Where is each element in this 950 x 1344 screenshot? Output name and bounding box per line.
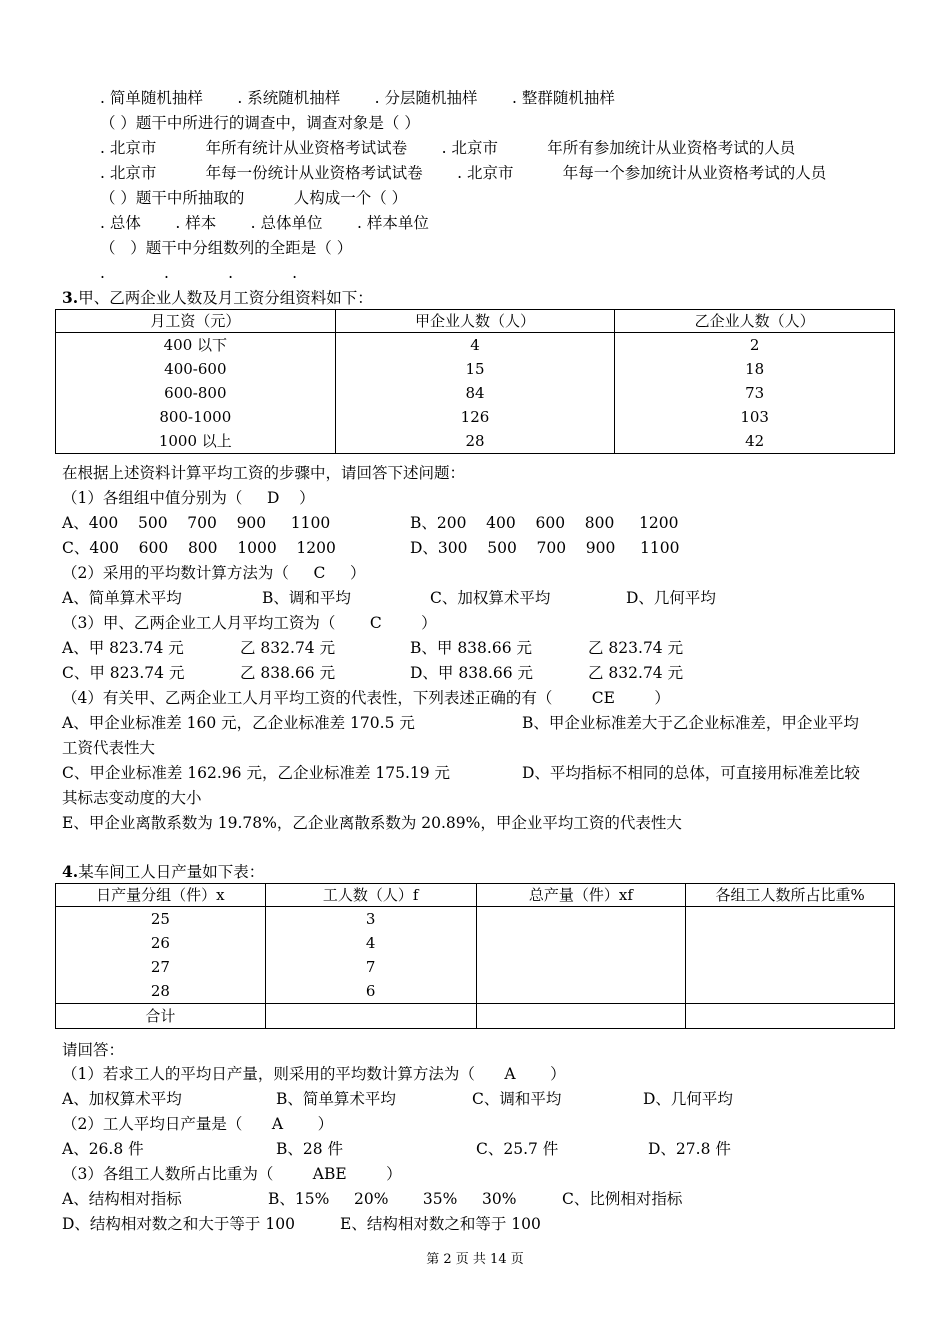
table-cell: 800-1000 bbox=[56, 405, 336, 429]
option: B、15% 20% 35% 30% bbox=[268, 1190, 517, 1208]
option-continuation: 工资代表性大 bbox=[62, 739, 156, 757]
option: D、27.8 件 bbox=[648, 1140, 731, 1158]
table-header-row bbox=[56, 884, 895, 907]
question-line: （ ）题干中所抽取的 人构成一个（ ） bbox=[100, 189, 408, 207]
option: E、结构相对数之和等于 100 bbox=[340, 1215, 541, 1233]
table-cell: 25 bbox=[56, 907, 266, 932]
table-cell: 15 bbox=[335, 357, 615, 381]
table-row bbox=[56, 429, 895, 454]
table-cell: 4 bbox=[335, 333, 615, 358]
option-line: . . . . bbox=[100, 264, 298, 282]
option-part: 乙 823.74 元 bbox=[588, 639, 684, 657]
table-cell: 400 以下 bbox=[56, 333, 336, 358]
table-cell: 18 bbox=[615, 357, 895, 381]
option: C、甲 823.74 元 bbox=[62, 664, 185, 682]
table-cell: 26 bbox=[56, 931, 266, 955]
table-cell: 73 bbox=[615, 381, 895, 405]
question-3-title bbox=[62, 288, 373, 308]
table-cell: 28 bbox=[56, 979, 266, 1004]
option: B、简单算术平均 bbox=[276, 1090, 396, 1108]
table-cell: 126 bbox=[335, 405, 615, 429]
option: D、几何平均 bbox=[643, 1090, 733, 1108]
sub-question: （2）采用的平均数计算方法为（ C ） bbox=[62, 564, 366, 582]
option: A、400 500 700 900 1100 bbox=[62, 514, 331, 532]
table-cell bbox=[686, 955, 895, 979]
table-cell: 7 bbox=[265, 955, 476, 979]
column-header: 乙企业人数（人） bbox=[615, 310, 895, 333]
option: A、简单算术平均 bbox=[62, 589, 182, 607]
column-header: 月工资（元） bbox=[56, 310, 336, 333]
table-cell: 28 bbox=[335, 429, 615, 454]
option: A、甲 823.74 元 bbox=[62, 639, 184, 657]
sub-question: （1）各组组中值分别为（ D ） bbox=[62, 489, 315, 507]
option-line: . 北京市 年所有统计从业资格考试试卷 . 北京市 年所有参加统计从业资格考试的人员 bbox=[100, 139, 796, 157]
column-header: 各组工人数所占比重% bbox=[686, 884, 895, 907]
option-line: . 简单随机抽样 . 系统随机抽样 . 分层随机抽样 . 整群随机抽样 bbox=[100, 89, 615, 107]
option-part: 乙 838.66 元 bbox=[240, 664, 336, 682]
table-row bbox=[56, 357, 895, 381]
table-cell bbox=[476, 1004, 686, 1029]
question-title-text: 某车间工人日产量如下表： bbox=[78, 863, 265, 881]
table-cell bbox=[686, 1004, 895, 1029]
option: B、28 件 bbox=[276, 1140, 344, 1158]
option: D、平均指标不相同的总体，可直接用标准差比较 bbox=[522, 764, 860, 782]
sub-question: （4）有关甲、乙两企业工人月平均工资的代表性，下列表述正确的有（ CE ） bbox=[62, 689, 670, 707]
table-cell bbox=[265, 1004, 476, 1029]
table-cell: 600-800 bbox=[56, 381, 336, 405]
option: E、甲企业离散系数为 19.78%，乙企业离散系数为 20.89%，甲企业平均工资的代表性大 bbox=[62, 814, 682, 832]
option: B、甲 838.66 元 bbox=[410, 639, 532, 657]
table-cell bbox=[476, 955, 686, 979]
table-cell: 103 bbox=[615, 405, 895, 429]
table-cell: 6 bbox=[265, 979, 476, 1004]
instruction-line: 在根据上述资料计算平均工资的步骤中，请回答下述问题： bbox=[62, 464, 466, 482]
question-line: （ ）题干中分组数列的全距是（ ） bbox=[100, 239, 353, 257]
table-row bbox=[56, 979, 895, 1004]
sub-question: （2）工人平均日产量是（ A ） bbox=[62, 1115, 334, 1133]
output-table bbox=[55, 883, 895, 1029]
option-continuation: 其标志变动度的大小 bbox=[62, 789, 202, 807]
option: D、结构相对数之和大于等于 100 bbox=[62, 1215, 295, 1233]
table-cell bbox=[686, 979, 895, 1004]
question-number: 4. bbox=[62, 862, 79, 881]
table-row bbox=[56, 333, 895, 358]
total-label: 合计 bbox=[56, 1004, 266, 1029]
column-header: 总产量（件）xf bbox=[476, 884, 686, 907]
table-cell: 3 bbox=[265, 907, 476, 932]
instruction-line: 请回答： bbox=[62, 1041, 125, 1059]
question-line: （ ）题干中所进行的调查中，调查对象是（ ） bbox=[100, 114, 420, 132]
sub-question: （1）若求工人的平均日产量，则采用的平均数计算方法为（ A ） bbox=[62, 1065, 566, 1083]
table-row bbox=[56, 907, 895, 932]
table-cell: 1000 以上 bbox=[56, 429, 336, 454]
option: D、甲 838.66 元 bbox=[410, 664, 534, 682]
option: A、加权算术平均 bbox=[62, 1090, 182, 1108]
column-header: 甲企业人数（人） bbox=[335, 310, 615, 333]
option: A、甲企业标准差 160 元，乙企业标准差 170.5 元 bbox=[62, 714, 415, 732]
option: D、几何平均 bbox=[626, 589, 716, 607]
table-row bbox=[56, 381, 895, 405]
table-total-row bbox=[56, 1004, 895, 1029]
table-cell: 4 bbox=[265, 931, 476, 955]
salary-table bbox=[55, 309, 895, 454]
table-cell: 84 bbox=[335, 381, 615, 405]
option-part: 乙 832.74 元 bbox=[240, 639, 336, 657]
option: C、加权算术平均 bbox=[430, 589, 551, 607]
table-cell bbox=[476, 907, 686, 932]
page-footer: 第 2 页 共 14 页 bbox=[426, 1252, 524, 1267]
table-row bbox=[56, 405, 895, 429]
option: C、400 600 800 1000 1200 bbox=[62, 539, 336, 557]
option: A、26.8 件 bbox=[62, 1140, 144, 1158]
option: A、结构相对指标 bbox=[62, 1190, 182, 1208]
option: C、25.7 件 bbox=[476, 1140, 559, 1158]
table-row bbox=[56, 955, 895, 979]
table-cell: 27 bbox=[56, 955, 266, 979]
question-title-text: 甲、乙两企业人数及月工资分组资料如下： bbox=[78, 289, 373, 307]
column-header: 日产量分组（件）x bbox=[56, 884, 266, 907]
column-header: 工人数（人）f bbox=[265, 884, 476, 907]
table-cell bbox=[686, 931, 895, 955]
table-cell bbox=[476, 931, 686, 955]
table-cell bbox=[476, 979, 686, 1004]
table-cell: 42 bbox=[615, 429, 895, 454]
question-4-title bbox=[62, 862, 264, 882]
option: C、甲企业标准差 162.96 元，乙企业标准差 175.19 元 bbox=[62, 764, 451, 782]
table-row bbox=[56, 931, 895, 955]
table-cell: 2 bbox=[615, 333, 895, 358]
option-line: . 总体 . 样本 . 总体单位 . 样本单位 bbox=[100, 214, 429, 232]
table-header-row bbox=[56, 310, 895, 333]
sub-question: （3）各组工人数所占比重为（ ABE ） bbox=[62, 1165, 402, 1183]
option: B、甲企业标准差大于乙企业标准差，甲企业平均 bbox=[522, 714, 859, 732]
table-cell: 400-600 bbox=[56, 357, 336, 381]
table-cell bbox=[686, 907, 895, 932]
option-line: . 北京市 年每一份统计从业资格考试试卷 . 北京市 年每一个参加统计从业资格考试的人员 bbox=[100, 164, 827, 182]
option: D、300 500 700 900 1100 bbox=[410, 539, 680, 557]
sub-question: （3）甲、乙两企业工人月平均工资为（ C ） bbox=[62, 614, 437, 632]
option: B、调和平均 bbox=[262, 589, 351, 607]
option-part: 乙 832.74 元 bbox=[588, 664, 684, 682]
option: C、调和平均 bbox=[472, 1090, 562, 1108]
option: B、200 400 600 800 1200 bbox=[410, 514, 679, 532]
question-number: 3. bbox=[62, 288, 79, 307]
option: C、比例相对指标 bbox=[562, 1190, 683, 1208]
